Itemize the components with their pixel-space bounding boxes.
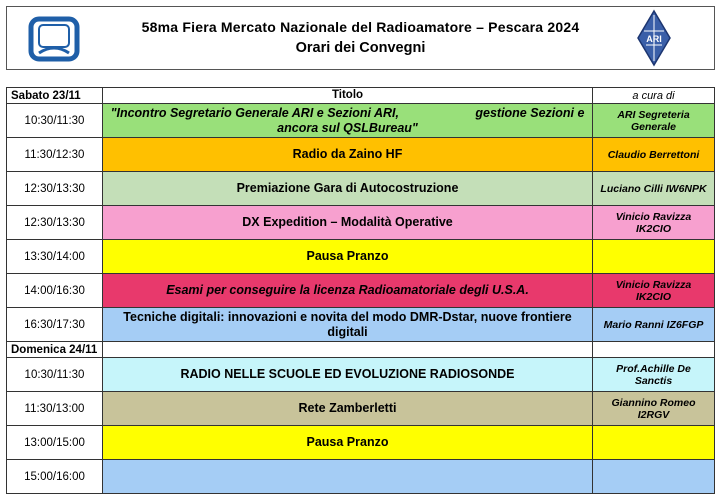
page-title: 58ma Fiera Mercato Nazionale del Radioamatore – Pescara 2024: [141, 19, 580, 35]
row-title: DX Expedition – Modalità Operative: [103, 206, 593, 240]
table-row: [7, 206, 715, 240]
table-row: [7, 426, 715, 460]
row-cura: Vinicio Ravizza IK2CIO: [593, 206, 715, 240]
row-time: 14:00/16:30: [7, 274, 103, 308]
schedule-table: [6, 87, 715, 494]
row-time: 12:30/13:30: [7, 172, 103, 206]
table-row: [7, 392, 715, 426]
table-row: [7, 104, 715, 138]
header-day-label: Sabato 23/11: [7, 88, 103, 104]
row-title: Rete Zamberletti: [103, 392, 593, 426]
table-row: [7, 358, 715, 392]
header-cura-label: a cura di: [593, 88, 715, 104]
row-title: Tecniche digitali: innovazioni e novita del modo DMR-Dstar, nuove frontiere digitali: [103, 308, 593, 342]
row-cura: [593, 460, 715, 494]
table-row: [7, 274, 715, 308]
row-cura: Vinicio Ravizza IK2CIO: [593, 274, 715, 308]
row-title: Pausa Pranzo: [103, 426, 593, 460]
table-header-row: [7, 88, 715, 104]
ari-logo-icon: [634, 9, 674, 67]
row-time: 12:30/13:30: [7, 206, 103, 240]
row-cura: [593, 240, 715, 274]
row-cura: Giannino Romeo I2RGV: [593, 392, 715, 426]
row-cura: Mario Ranni IZ6FGP: [593, 308, 715, 342]
row-cura: Claudio Berrettoni: [593, 138, 715, 172]
row-time: 11:30/12:30: [7, 138, 103, 172]
row-title: Radio da Zaino HF: [103, 138, 593, 172]
row-title: Esami per conseguire la licenza Radioamatoriale degli U.S.A.: [103, 274, 593, 308]
row-title: Pausa Pranzo: [103, 240, 593, 274]
row-time: 10:30/11:30: [7, 358, 103, 392]
row-time: 13:30/14:00: [7, 240, 103, 274]
header-title-label: Titolo: [103, 88, 593, 104]
table-row: [7, 138, 715, 172]
row-time: 13:00/15:00: [7, 426, 103, 460]
header-banner: [6, 6, 715, 70]
table-row: [7, 308, 715, 342]
row-time: 16:30/17:30: [7, 308, 103, 342]
row-cura: [593, 426, 715, 460]
row-title: Premiazione Gara di Autocostruzione: [103, 172, 593, 206]
row-cura: Prof.Achille De Sanctis: [593, 358, 715, 392]
table-row: [7, 240, 715, 274]
row-time: 11:30/13:00: [7, 392, 103, 426]
day-spacer: [593, 342, 715, 358]
table-row: [7, 172, 715, 206]
ari-logo-text: ARI: [646, 34, 662, 44]
day-spacer: [103, 342, 593, 358]
day-separator-row: [7, 342, 715, 358]
row-title: RADIO NELLE SCUOLE ED EVOLUZIONE RADIOSONDE: [103, 358, 593, 392]
row-time: 10:30/11:30: [7, 104, 103, 138]
row-cura: ARI Segreteria Generale: [593, 104, 715, 138]
row-time: 15:00/16:00: [7, 460, 103, 494]
table-row: [7, 460, 715, 494]
row-title: [103, 460, 593, 494]
page-subtitle: Orari dei Convegni: [295, 40, 426, 56]
row-title: "Incontro Segretario Generale ARI e Sezioni ARI, gestione Sezioni e ancora sul QSLBureau": [103, 104, 593, 138]
row-cura: Luciano Cilli IW6NPK: [593, 172, 715, 206]
day-label: Domenica 24/11: [7, 342, 103, 358]
